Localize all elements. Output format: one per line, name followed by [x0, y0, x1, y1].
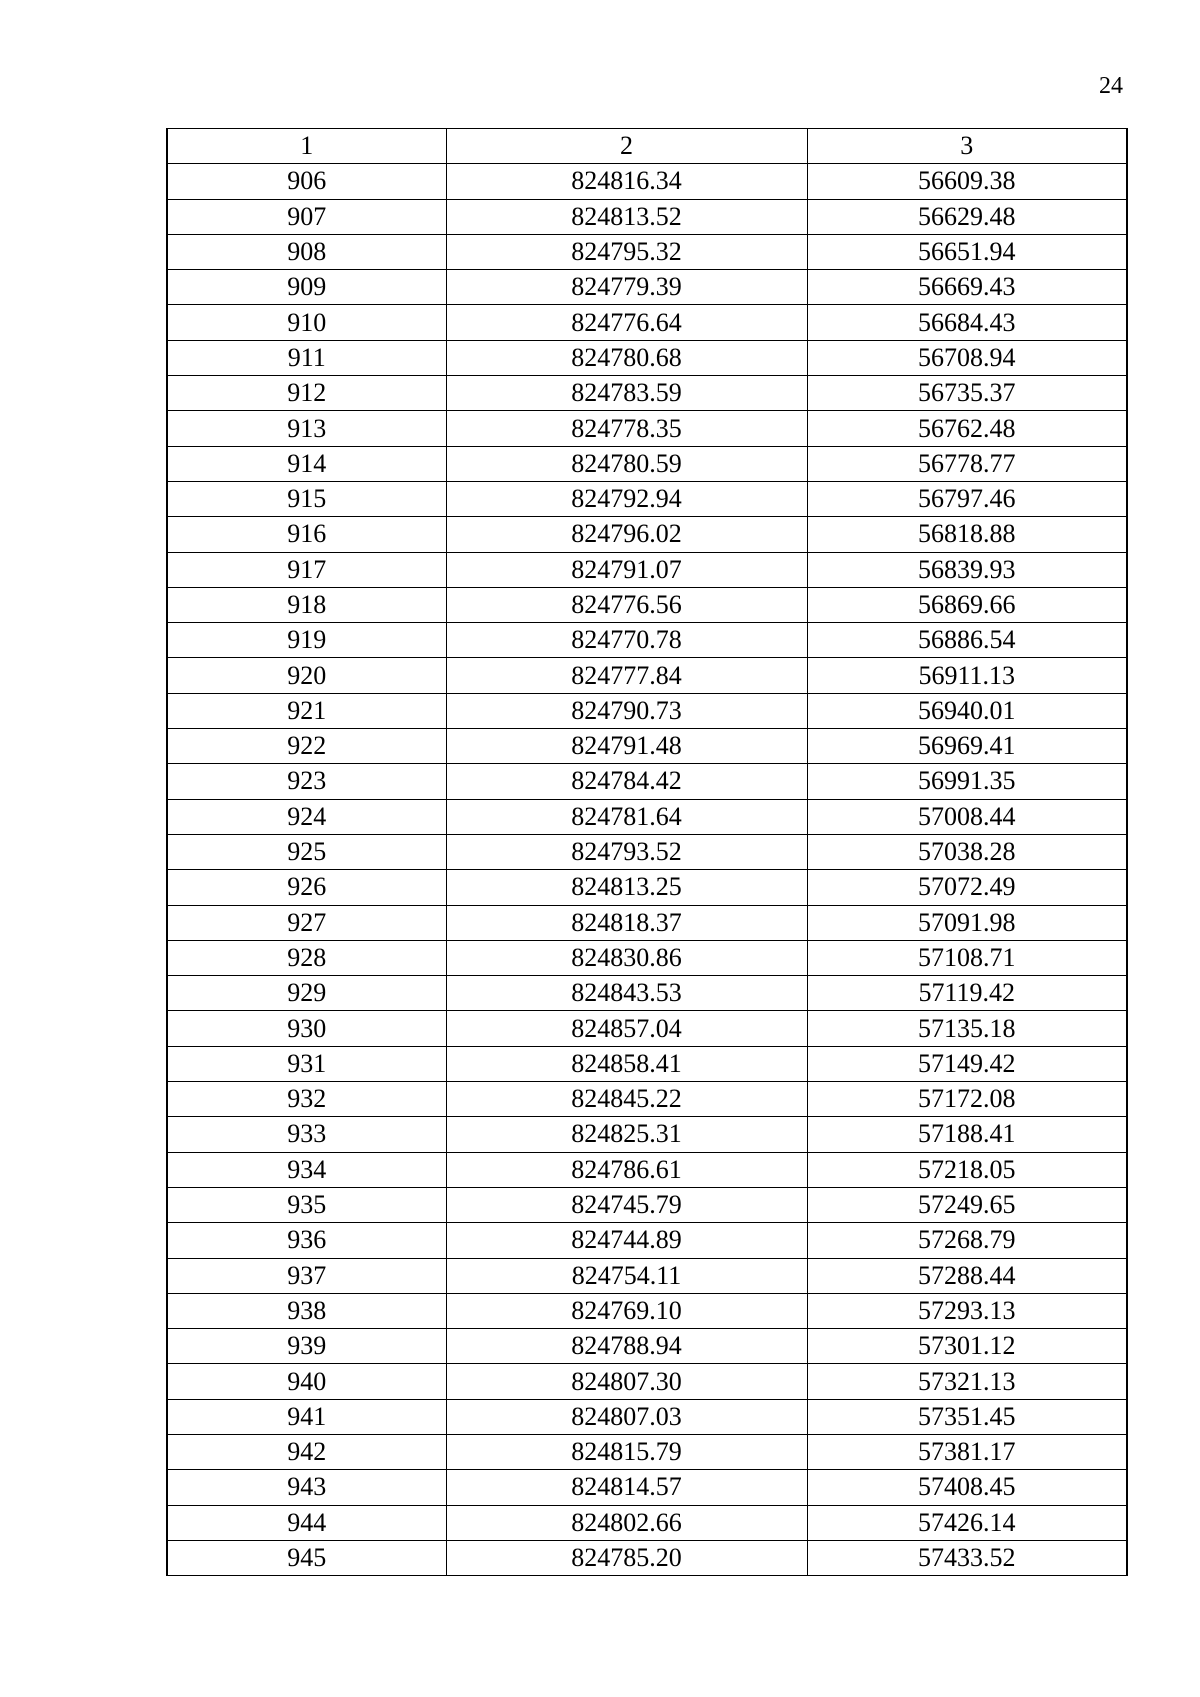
x-coordinate-cell: 824754.11: [446, 1258, 807, 1293]
x-coordinate-cell: 824792.94: [446, 481, 807, 516]
table-row: [167, 376, 1127, 411]
y-coordinate-cell: 57288.44: [807, 1258, 1127, 1293]
y-coordinate-cell: 56684.43: [807, 305, 1127, 340]
column-header-1: 1: [167, 129, 446, 164]
point-number-cell: 921: [167, 693, 446, 728]
point-number-cell: 938: [167, 1293, 446, 1328]
y-coordinate-cell: 57038.28: [807, 834, 1127, 869]
y-coordinate-cell: 57408.45: [807, 1470, 1127, 1505]
point-number-cell: 923: [167, 764, 446, 799]
table-row: [167, 1011, 1127, 1046]
table-row: [167, 1470, 1127, 1505]
point-number-cell: 909: [167, 270, 446, 305]
table-row: [167, 905, 1127, 940]
point-number-cell: 935: [167, 1187, 446, 1222]
x-coordinate-cell: 824769.10: [446, 1293, 807, 1328]
y-coordinate-cell: 57249.65: [807, 1187, 1127, 1222]
x-coordinate-cell: 824857.04: [446, 1011, 807, 1046]
table-row: [167, 340, 1127, 375]
y-coordinate-cell: 56797.46: [807, 481, 1127, 516]
point-number-cell: 917: [167, 552, 446, 587]
table-row: [167, 1364, 1127, 1399]
point-number-cell: 926: [167, 870, 446, 905]
x-coordinate-cell: 824796.02: [446, 517, 807, 552]
point-number-cell: 922: [167, 729, 446, 764]
x-coordinate-cell: 824776.64: [446, 305, 807, 340]
x-coordinate-cell: 824778.35: [446, 411, 807, 446]
table-row: [167, 305, 1127, 340]
y-coordinate-cell: 57149.42: [807, 1046, 1127, 1081]
y-coordinate-cell: 56762.48: [807, 411, 1127, 446]
point-number-cell: 942: [167, 1434, 446, 1469]
y-coordinate-cell: 56911.13: [807, 658, 1127, 693]
table-row: [167, 1540, 1127, 1575]
point-number-cell: 945: [167, 1540, 446, 1575]
point-number-cell: 931: [167, 1046, 446, 1081]
x-coordinate-cell: 824813.52: [446, 199, 807, 234]
point-number-cell: 930: [167, 1011, 446, 1046]
x-coordinate-cell: 824802.66: [446, 1505, 807, 1540]
x-coordinate-cell: 824785.20: [446, 1540, 807, 1575]
y-coordinate-cell: 56609.38: [807, 164, 1127, 199]
y-coordinate-cell: 56991.35: [807, 764, 1127, 799]
x-coordinate-cell: 824790.73: [446, 693, 807, 728]
table-row: [167, 729, 1127, 764]
table-row: [167, 623, 1127, 658]
y-coordinate-cell: 57381.17: [807, 1434, 1127, 1469]
y-coordinate-cell: 57008.44: [807, 799, 1127, 834]
y-coordinate-cell: 56940.01: [807, 693, 1127, 728]
point-number-cell: 908: [167, 234, 446, 269]
y-coordinate-cell: 56669.43: [807, 270, 1127, 305]
x-coordinate-cell: 824818.37: [446, 905, 807, 940]
y-coordinate-cell: 57072.49: [807, 870, 1127, 905]
y-coordinate-cell: 57433.52: [807, 1540, 1127, 1575]
point-number-cell: 941: [167, 1399, 446, 1434]
x-coordinate-cell: 824745.79: [446, 1187, 807, 1222]
x-coordinate-cell: 824780.59: [446, 446, 807, 481]
point-number-cell: 943: [167, 1470, 446, 1505]
y-coordinate-cell: 56839.93: [807, 552, 1127, 587]
table-row: [167, 411, 1127, 446]
table-body: [167, 164, 1127, 1576]
point-number-cell: 918: [167, 587, 446, 622]
page-number: 24: [1099, 73, 1123, 99]
point-number-cell: 914: [167, 446, 446, 481]
y-coordinate-cell: 57188.41: [807, 1117, 1127, 1152]
table-row: [167, 693, 1127, 728]
point-number-cell: 919: [167, 623, 446, 658]
y-coordinate-cell: 57293.13: [807, 1293, 1127, 1328]
table-row: [167, 1082, 1127, 1117]
table-row: [167, 552, 1127, 587]
x-coordinate-cell: 824816.34: [446, 164, 807, 199]
x-coordinate-cell: 824777.84: [446, 658, 807, 693]
table-row: [167, 199, 1127, 234]
x-coordinate-cell: 824825.31: [446, 1117, 807, 1152]
x-coordinate-cell: 824786.61: [446, 1152, 807, 1187]
table-row: [167, 940, 1127, 975]
table-row: [167, 799, 1127, 834]
x-coordinate-cell: 824858.41: [446, 1046, 807, 1081]
x-coordinate-cell: 824807.03: [446, 1399, 807, 1434]
point-number-cell: 911: [167, 340, 446, 375]
y-coordinate-cell: 57119.42: [807, 976, 1127, 1011]
point-number-cell: 939: [167, 1329, 446, 1364]
x-coordinate-cell: 824744.89: [446, 1223, 807, 1258]
table-row: [167, 481, 1127, 516]
point-number-cell: 906: [167, 164, 446, 199]
x-coordinate-cell: 824814.57: [446, 1470, 807, 1505]
point-number-cell: 915: [167, 481, 446, 516]
table-row: [167, 1187, 1127, 1222]
table-row: [167, 446, 1127, 481]
point-number-cell: 925: [167, 834, 446, 869]
table-row: [167, 658, 1127, 693]
y-coordinate-cell: 57351.45: [807, 1399, 1127, 1434]
table-row: [167, 234, 1127, 269]
x-coordinate-cell: 824815.79: [446, 1434, 807, 1469]
table-row: [167, 587, 1127, 622]
x-coordinate-cell: 824791.07: [446, 552, 807, 587]
point-number-cell: 920: [167, 658, 446, 693]
y-coordinate-cell: 56778.77: [807, 446, 1127, 481]
point-number-cell: 916: [167, 517, 446, 552]
point-number-cell: 907: [167, 199, 446, 234]
y-coordinate-cell: 56886.54: [807, 623, 1127, 658]
table-row: [167, 1434, 1127, 1469]
table-row: [167, 1399, 1127, 1434]
table-row: [167, 870, 1127, 905]
x-coordinate-cell: 824780.68: [446, 340, 807, 375]
point-number-cell: 910: [167, 305, 446, 340]
y-coordinate-cell: 56735.37: [807, 376, 1127, 411]
table-row: [167, 1046, 1127, 1081]
point-number-cell: 933: [167, 1117, 446, 1152]
x-coordinate-cell: 824781.64: [446, 799, 807, 834]
table-row: [167, 517, 1127, 552]
x-coordinate-cell: 824770.78: [446, 623, 807, 658]
point-number-cell: 927: [167, 905, 446, 940]
y-coordinate-cell: 57426.14: [807, 1505, 1127, 1540]
x-coordinate-cell: 824793.52: [446, 834, 807, 869]
point-number-cell: 944: [167, 1505, 446, 1540]
table-row: [167, 764, 1127, 799]
point-number-cell: 936: [167, 1223, 446, 1258]
x-coordinate-cell: 824783.59: [446, 376, 807, 411]
table-row: [167, 1505, 1127, 1540]
coordinates-table: [166, 128, 1128, 1576]
y-coordinate-cell: 57135.18: [807, 1011, 1127, 1046]
y-coordinate-cell: 57301.12: [807, 1329, 1127, 1364]
y-coordinate-cell: 57172.08: [807, 1082, 1127, 1117]
x-coordinate-cell: 824776.56: [446, 587, 807, 622]
table-row: [167, 976, 1127, 1011]
point-number-cell: 924: [167, 799, 446, 834]
column-header-3: 3: [807, 129, 1127, 164]
point-number-cell: 940: [167, 1364, 446, 1399]
x-coordinate-cell: 824843.53: [446, 976, 807, 1011]
table-row: [167, 834, 1127, 869]
y-coordinate-cell: 56969.41: [807, 729, 1127, 764]
x-coordinate-cell: 824830.86: [446, 940, 807, 975]
column-header-2: 2: [446, 129, 807, 164]
x-coordinate-cell: 824795.32: [446, 234, 807, 269]
table-row: [167, 1223, 1127, 1258]
table-row: [167, 1293, 1127, 1328]
point-number-cell: 934: [167, 1152, 446, 1187]
point-number-cell: 928: [167, 940, 446, 975]
x-coordinate-cell: 824788.94: [446, 1329, 807, 1364]
table-row: [167, 1117, 1127, 1152]
table-row: [167, 270, 1127, 305]
y-coordinate-cell: 57218.05: [807, 1152, 1127, 1187]
point-number-cell: 932: [167, 1082, 446, 1117]
table-row: [167, 1329, 1127, 1364]
y-coordinate-cell: 56708.94: [807, 340, 1127, 375]
table-row: [167, 1152, 1127, 1187]
y-coordinate-cell: 56818.88: [807, 517, 1127, 552]
x-coordinate-cell: 824807.30: [446, 1364, 807, 1399]
y-coordinate-cell: 56629.48: [807, 199, 1127, 234]
y-coordinate-cell: 57108.71: [807, 940, 1127, 975]
x-coordinate-cell: 824813.25: [446, 870, 807, 905]
y-coordinate-cell: 57321.13: [807, 1364, 1127, 1399]
x-coordinate-cell: 824784.42: [446, 764, 807, 799]
point-number-cell: 913: [167, 411, 446, 446]
point-number-cell: 937: [167, 1258, 446, 1293]
y-coordinate-cell: 56651.94: [807, 234, 1127, 269]
table-row: [167, 164, 1127, 199]
x-coordinate-cell: 824779.39: [446, 270, 807, 305]
table-header-row: [167, 129, 1127, 164]
y-coordinate-cell: 57268.79: [807, 1223, 1127, 1258]
y-coordinate-cell: 57091.98: [807, 905, 1127, 940]
point-number-cell: 929: [167, 976, 446, 1011]
point-number-cell: 912: [167, 376, 446, 411]
x-coordinate-cell: 824791.48: [446, 729, 807, 764]
y-coordinate-cell: 56869.66: [807, 587, 1127, 622]
table-row: [167, 1258, 1127, 1293]
x-coordinate-cell: 824845.22: [446, 1082, 807, 1117]
